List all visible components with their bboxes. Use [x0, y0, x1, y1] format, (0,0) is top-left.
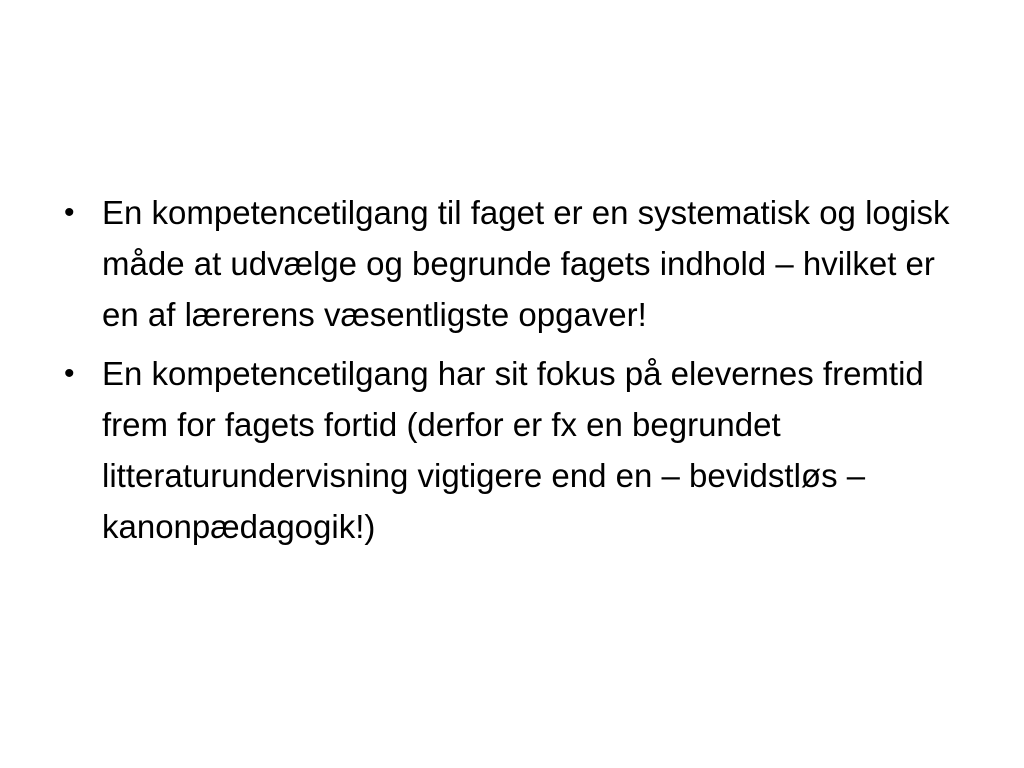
bullet-list [60, 187, 980, 560]
bullet-item [60, 187, 980, 340]
bullet-symbol: • [64, 357, 75, 390]
bullet-symbol: • [64, 196, 75, 229]
bullet-text: En kompetencetilgang til faget er en systematisk og logisk måde at udvælge og begrunde fagets indhold – hvilket er en af lærerens væsentligste opgaver! [102, 194, 950, 333]
bullet-item [60, 348, 980, 552]
bullet-text: En kompetencetilgang har sit fokus på elevernes fremtid frem for fagets fortid (derfor er fx en begrundet litteraturundervisning vigtigere end en – bevidstløs – kanonpædagogik!) [102, 355, 924, 545]
